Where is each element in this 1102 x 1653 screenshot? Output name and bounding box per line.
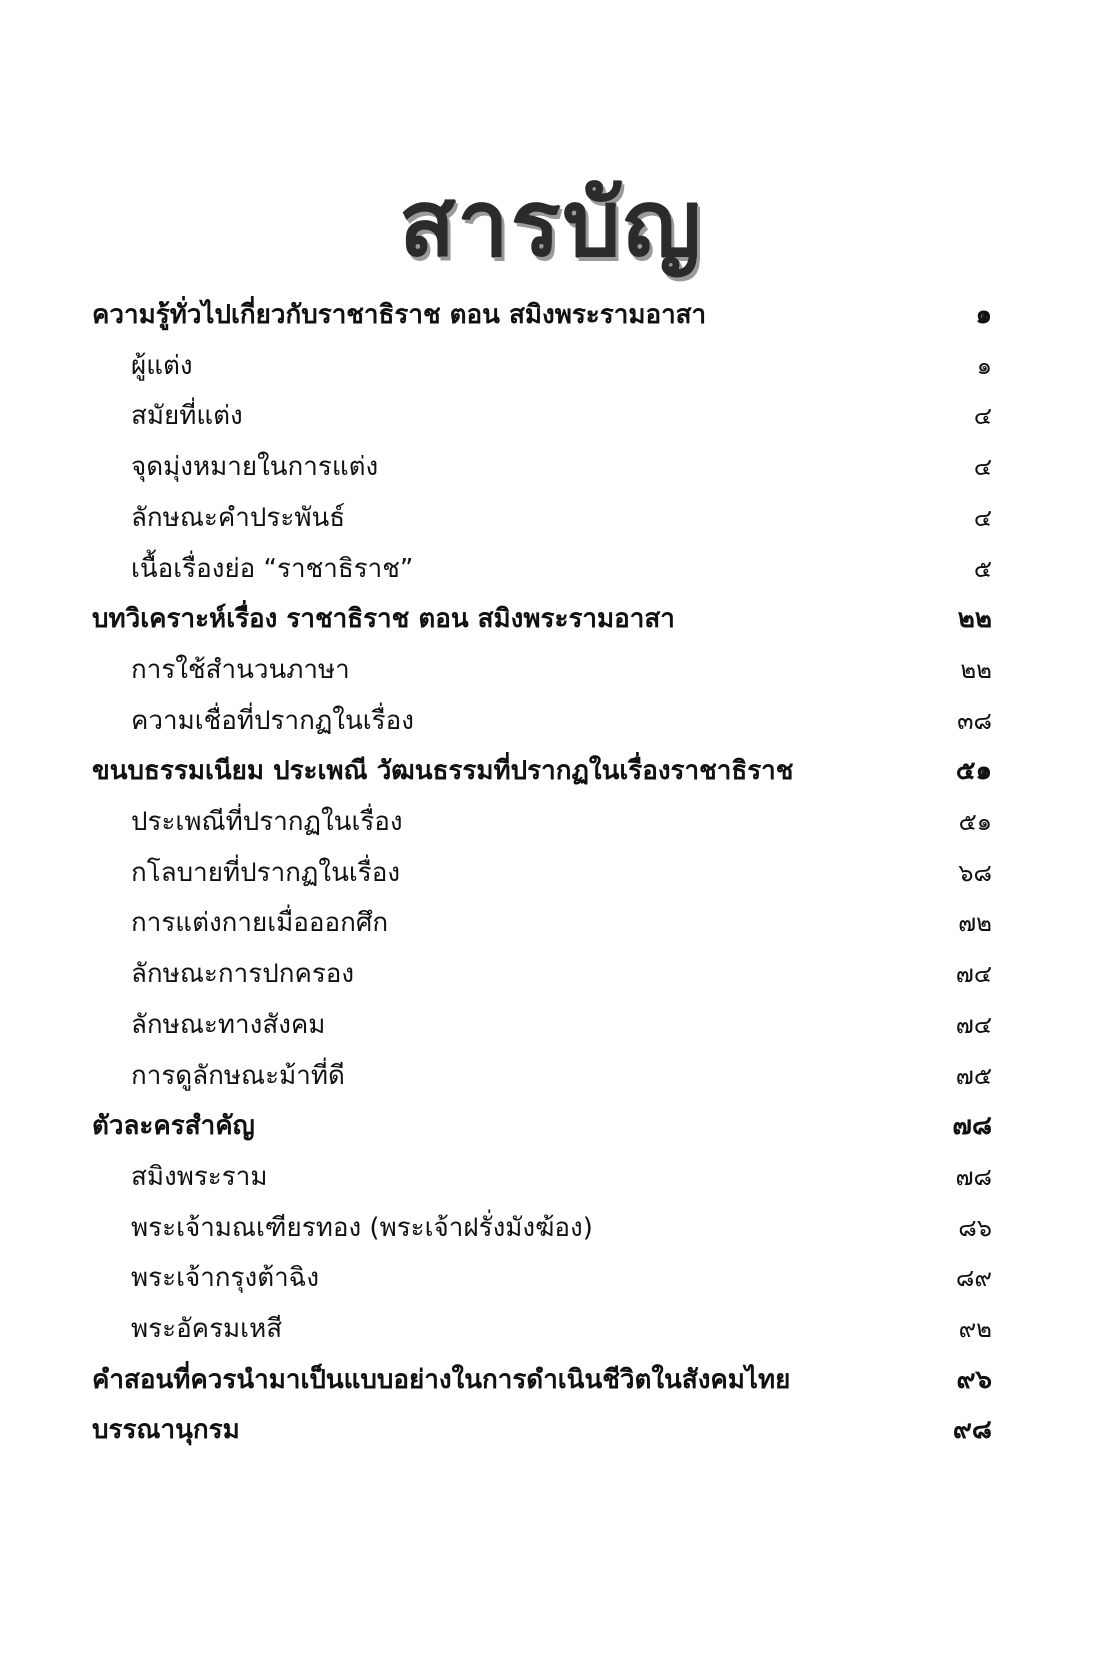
toc-chapter-row (0, 1357, 1102, 1403)
toc-chapter-title: บทวิเคราะห์เรื่อง ราชาธิราช ตอน สมิงพระรามอาสา (92, 604, 675, 635)
toc-chapter-title: บรรณานุกรม (92, 1415, 240, 1446)
toc-section-row (0, 343, 1102, 389)
toc-section-row (0, 1002, 1102, 1048)
toc-page-number: ๗๒ (958, 909, 992, 938)
toc-section-row (0, 900, 1102, 946)
toc-section-row (0, 1306, 1102, 1352)
toc-section-title: พระเจ้ากรุงต้าฉิง (131, 1263, 320, 1294)
toc-page-number: ๔ (973, 402, 992, 431)
toc-section-row (0, 799, 1102, 845)
toc-page-number: ๕ (973, 554, 992, 583)
toc-section-title: สมิงพระราม (131, 1161, 268, 1192)
toc-section-row (0, 546, 1102, 592)
toc-page-number: ๗๘ (955, 1162, 992, 1191)
toc-section-title: สมัยที่แต่ง (131, 401, 243, 432)
toc-page-number: ๘๖ (958, 1213, 992, 1242)
toc-chapter-title: ความรู้ทั่วไปเกี่ยวกับราชาธิราช ตอน สมิงพระรามอาสา (92, 300, 707, 330)
toc-section-row (0, 850, 1102, 896)
toc-page-number: ๙๘ (952, 1415, 992, 1446)
toc-section-row (0, 698, 1102, 744)
toc-section-title: ลักษณะทางสังคม (131, 1009, 326, 1040)
toc-section-row (0, 393, 1102, 439)
toc-section-row (0, 1053, 1102, 1099)
toc-page-number: ๗๔ (955, 960, 992, 989)
toc-section-title: ประเพณีที่ปรากฏในเรื่อง (131, 807, 403, 837)
toc-section-title: ลักษณะการปกครอง (131, 959, 355, 990)
toc-section-row (0, 495, 1102, 541)
toc-page-number: ๙๒ (958, 1315, 992, 1343)
toc-section-row (0, 951, 1102, 997)
toc-section-title: การแต่งกายเมื่อออกศึก (131, 908, 389, 939)
toc-chapter-row (0, 1103, 1102, 1149)
toc-page-number: ๑ (975, 300, 992, 330)
page-title: สารบัญ (398, 170, 703, 277)
toc-page-number: ๘๙ (955, 1264, 992, 1293)
toc-chapter-title: คำสอนที่ควรนำมาเป็นแบบอย่างในการดำเนินชีวิตในสังคมไทย (92, 1364, 791, 1395)
toc-chapter-row (0, 292, 1102, 338)
toc-section-title: กโลบายที่ปรากฏในเรื่อง (131, 857, 401, 888)
toc-section-title: ลักษณะคำประพันธ์ (131, 502, 346, 533)
toc-section-title: เนื้อเรื่องย่อ “ราชาธิราช” (131, 553, 414, 584)
toc-page-number: ๙๖ (956, 1364, 992, 1395)
toc-chapter-row (0, 748, 1102, 794)
toc-section-row (0, 1205, 1102, 1251)
toc-section-row (0, 1154, 1102, 1200)
toc-section-row (0, 444, 1102, 490)
toc-page-number: ๑ (976, 351, 992, 380)
toc-section-title: จุดมุ่งหมายในการแต่ง (131, 452, 379, 483)
toc-section-title: พระอัครมเหสี (131, 1314, 283, 1344)
toc-page-number: ๒๒ (960, 655, 992, 684)
toc-page-number: ๗๔ (955, 1010, 992, 1039)
toc-section-title: การดูลักษณะม้าที่ดี (131, 1060, 345, 1091)
toc-section-title: พระเจ้ามณเฑียรทอง (พระเจ้าฝรั่งมังฆ้อง) (131, 1212, 593, 1243)
toc-section-row (0, 647, 1102, 693)
toc-page-number: ๖๘ (958, 858, 992, 887)
toc-page-number: ๕๑ (958, 808, 992, 836)
toc-page-number: ๕๑ (955, 756, 992, 787)
toc-page-number: ๒๒ (957, 604, 992, 635)
toc-section-title: ผู้แต่ง (131, 350, 193, 381)
toc-section-title: ความเชื่อที่ปรากฏในเรื่อง (131, 705, 414, 736)
toc-chapter-title: ขนบธรรมเนียม ประเพณี วัฒนธรรมที่ปรากฏในเรื่องราชาธิราช (92, 756, 794, 787)
toc-page-number: ๗๘ (952, 1111, 992, 1142)
toc-chapter-row (0, 596, 1102, 642)
toc-chapter-row (0, 1407, 1102, 1453)
toc-chapter-title: ตัวละครสำคัญ (92, 1111, 255, 1142)
toc-page-number: ๔ (973, 453, 992, 482)
toc-section-row (0, 1255, 1102, 1301)
toc-section-title: การใช้สำนวนภาษา (131, 654, 350, 685)
toc-page-number: ๓๘ (957, 706, 992, 735)
toc-page-number: ๔ (973, 503, 992, 532)
toc-page-number: ๗๕ (955, 1061, 992, 1090)
